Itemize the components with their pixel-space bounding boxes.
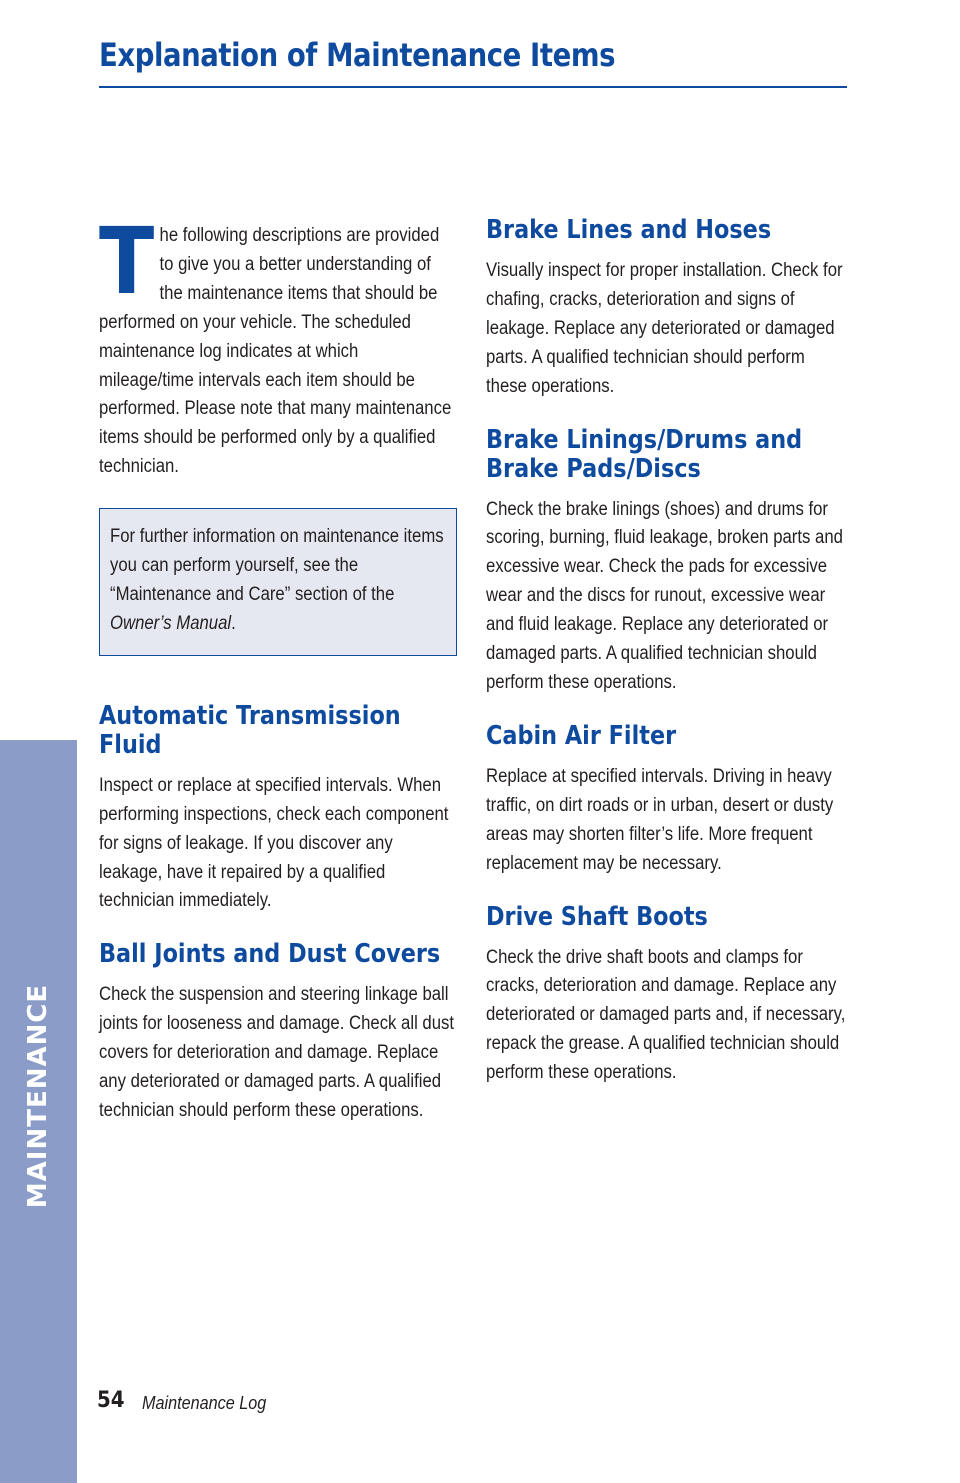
section-drive-shaft-boots: [486, 903, 848, 1089]
left-column: [99, 208, 457, 1126]
section-heading: Cabin Air Filter: [486, 720, 677, 751]
section-heading: Brake Linings/Drums and Brake Pads/Discs: [486, 424, 803, 484]
section-ball-joints: [99, 940, 457, 1126]
owners-manual-reference: Owner’s Manual: [110, 612, 232, 634]
side-tab-label: MAINTENANCE: [23, 983, 53, 1209]
page-number: 54: [97, 1388, 125, 1413]
section-heading: Automatic Transmission Fluid: [99, 700, 401, 760]
drop-cap: T: [99, 208, 155, 315]
section-body: Visually inspect for proper installation. Check for chafing, cracks, deterioration and signs of leakage. Replace any deteriorated or damaged parts. A qualified technician should perform these operations.: [486, 260, 843, 397]
section-body: Check the suspension and steering linkage ball joints for looseness and damage. Check all dust covers for deterioration and damage. Replace any deteriorated or damaged parts. A qualified technician should perform these operations.: [99, 984, 455, 1121]
section-brake-lines: [486, 216, 848, 402]
right-column: [486, 216, 848, 1088]
intro-paragraph: [99, 208, 457, 482]
section-heading: Brake Lines and Hoses: [486, 215, 772, 245]
callout-text: For further information on maintenance items you can perform yourself, see the “Maintenance and Care” section of the Owner’s Manual.: [110, 526, 444, 634]
section-body: Check the drive shaft boots and clamps for cracks, deterioration and damage. Replace any deteriorated or damaged parts and, if necessary, repack the grease. A qualified technician should perform these operations.: [486, 946, 846, 1084]
footer-label: Maintenance Log: [142, 1393, 267, 1413]
page-title: Explanation of Maintenance Items: [99, 36, 616, 74]
section-heading: Drive Shaft Boots: [486, 901, 708, 932]
intro-text-wrapped: he following descriptions are provided to give you a better understanding of the maintenance: [159, 225, 440, 304]
section-body: Inspect or replace at specified intervals. When performing inspections, check each component for signs of leakage. If you discover any leakage, have it repaired by a qualified technician immediately.: [99, 774, 449, 912]
intro-text-rest: items that should be performed on your vehicle. The scheduled maintenance log indicates at which mileage/time intervals each item should be performed. Please note that many maintenance items should be performed only by a qualified technician.: [99, 282, 452, 478]
title-rule: [99, 86, 847, 88]
section-automatic-transmission-fluid: [99, 702, 457, 917]
section-body: Check the brake linings (shoes) and drums for scoring, burning, fluid leakage, broken parts and excessive wear. Check the pads for excessive wear and the discs for runout, excessive wear and fluid leakage. Replace any deteriorated or damaged parts. A qualified technician should perform these operations.: [486, 498, 843, 693]
section-heading: Ball Joints and Dust Covers: [99, 939, 441, 970]
section-body: Replace at specified intervals. Driving in heavy traffic, on dirt roads or in urban, desert or dusty areas may shorten filter’s life. More frequent replacement may be necessary.: [486, 765, 834, 874]
section-brake-linings: [486, 426, 848, 698]
callout-box: [99, 508, 457, 656]
section-cabin-air-filter: [486, 722, 848, 879]
